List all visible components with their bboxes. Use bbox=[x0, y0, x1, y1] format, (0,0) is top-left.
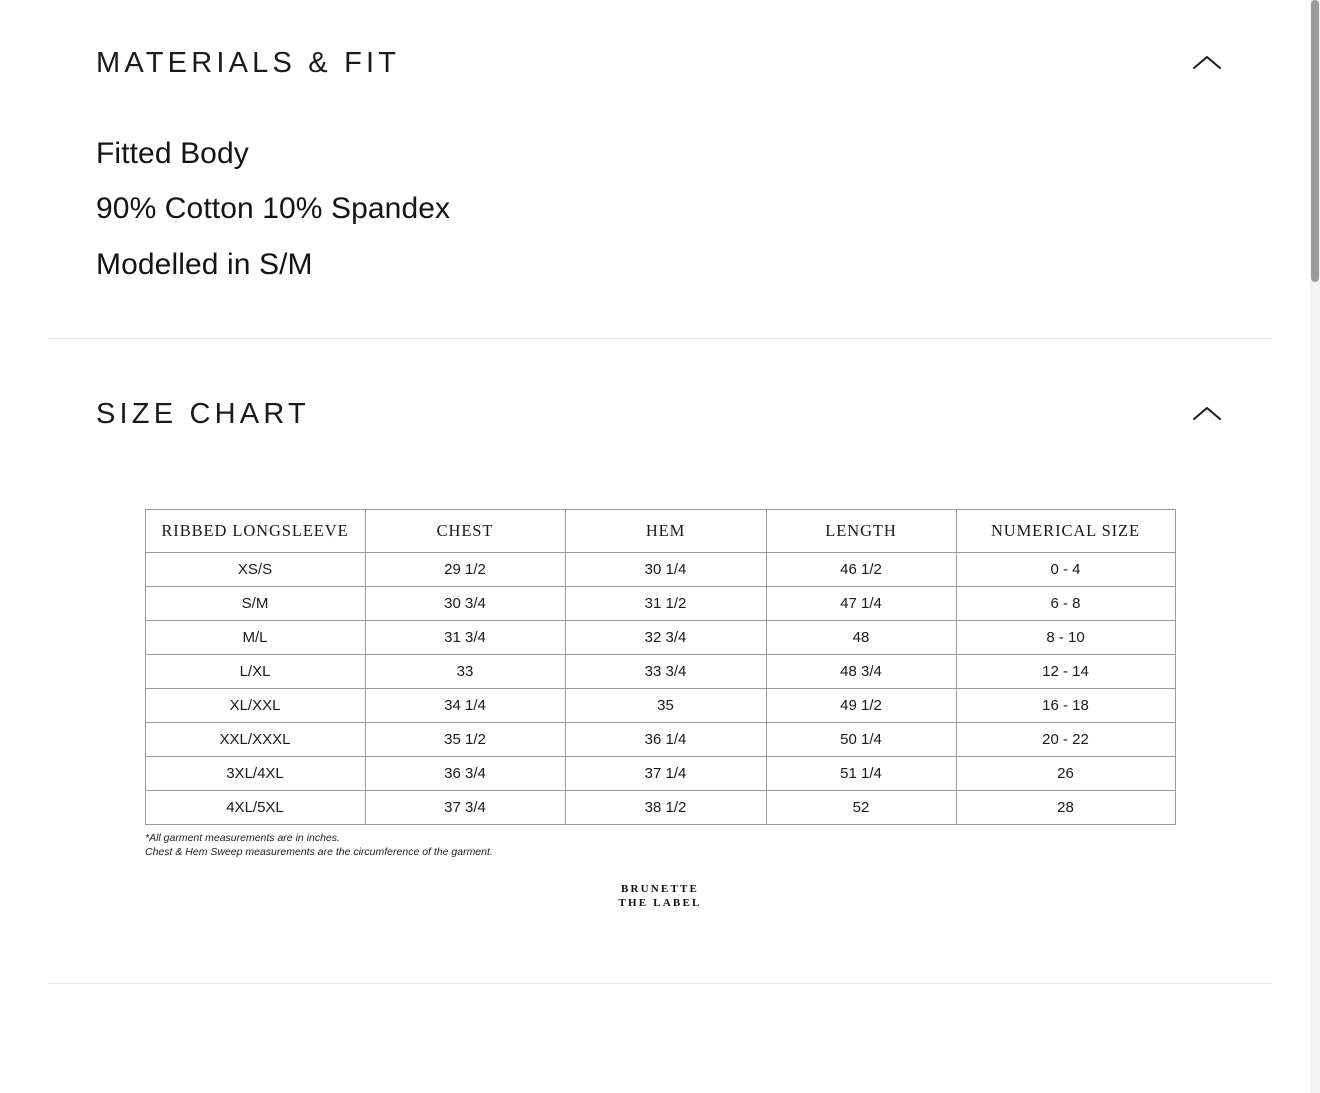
page-scrollbar-thumb[interactable] bbox=[1311, 0, 1319, 282]
brand-logo-line-1: BRUNETTE bbox=[620, 882, 700, 895]
table-cell: S/M bbox=[145, 587, 365, 621]
table-cell: 37 3/4 bbox=[365, 791, 565, 825]
table-cell: 33 3/4 bbox=[565, 655, 766, 689]
table-cell: 38 1/2 bbox=[565, 791, 766, 825]
table-cell: 52 bbox=[766, 791, 956, 825]
materials-and-fit-section bbox=[0, 0, 1320, 282]
size-chart-note-2: Chest & Hem Sweep measurements are the circumference of the garment. bbox=[145, 846, 493, 859]
table-cell: 36 1/4 bbox=[565, 723, 766, 757]
table-cell: 26 bbox=[956, 757, 1175, 791]
size-chart-section bbox=[0, 339, 1320, 911]
table-cell: 12 - 14 bbox=[956, 655, 1175, 689]
table-header-cell: NUMERICAL SIZE bbox=[956, 510, 1175, 553]
table-cell: 33 bbox=[365, 655, 565, 689]
brand-logo bbox=[145, 882, 1175, 912]
table-cell: 6 - 8 bbox=[956, 587, 1175, 621]
size-chart-header[interactable] bbox=[0, 397, 1320, 431]
size-chart-body bbox=[0, 509, 1320, 911]
brand-logo-line-2: THE LABEL bbox=[618, 897, 702, 910]
table-row bbox=[145, 553, 1175, 587]
table-row bbox=[145, 655, 1175, 689]
size-chart-notes bbox=[145, 831, 1175, 859]
table-cell: XL/XXL bbox=[145, 689, 365, 723]
table-header-cell: LENGTH bbox=[766, 510, 956, 553]
table-cell: 48 3/4 bbox=[766, 655, 956, 689]
table-cell: L/XL bbox=[145, 655, 365, 689]
table-cell: M/L bbox=[145, 621, 365, 655]
table-cell: 49 1/2 bbox=[766, 689, 956, 723]
materials-line-fit: Fitted Body bbox=[96, 137, 249, 170]
table-cell: XS/S bbox=[145, 553, 365, 587]
table-cell: 48 bbox=[766, 621, 956, 655]
table-row bbox=[145, 757, 1175, 791]
table-cell: 30 3/4 bbox=[365, 587, 565, 621]
materials-line-model: Modelled in S/M bbox=[96, 247, 313, 281]
table-cell: 4XL/5XL bbox=[145, 791, 365, 825]
table-cell: 32 3/4 bbox=[565, 621, 766, 655]
table-cell: 28 bbox=[956, 791, 1175, 825]
table-cell: 37 1/4 bbox=[565, 757, 766, 791]
size-chart-title: SIZE CHART bbox=[96, 397, 310, 430]
chevron-up-icon[interactable] bbox=[1190, 46, 1224, 80]
table-cell: 36 3/4 bbox=[365, 757, 565, 791]
table-header-row bbox=[145, 510, 1175, 553]
table-header-cell: HEM bbox=[565, 510, 766, 553]
materials-and-fit-body bbox=[0, 136, 1320, 282]
table-header-cell: RIBBED LONGSLEEVE bbox=[145, 510, 365, 553]
table-cell: 31 3/4 bbox=[365, 621, 565, 655]
table-cell: 20 - 22 bbox=[956, 723, 1175, 757]
table-cell: 35 1/2 bbox=[365, 723, 565, 757]
table-cell: 46 1/2 bbox=[766, 553, 956, 587]
table-cell: 3XL/4XL bbox=[145, 757, 365, 791]
size-chart-note-1: *All garment measurements are in inches. bbox=[145, 832, 340, 845]
table-cell: 0 - 4 bbox=[956, 553, 1175, 587]
table-header-cell: CHEST bbox=[365, 510, 565, 553]
materials-and-fit-header[interactable] bbox=[0, 46, 1320, 80]
materials-line-composition: 90% Cotton 10% Spandex bbox=[96, 192, 451, 226]
table-cell: 51 1/4 bbox=[766, 757, 956, 791]
materials-and-fit-title: MATERIALS & FIT bbox=[96, 46, 401, 79]
table-cell: 16 - 18 bbox=[956, 689, 1175, 723]
table-cell: 47 1/4 bbox=[766, 587, 956, 621]
table-cell: 8 - 10 bbox=[956, 621, 1175, 655]
table-cell: 34 1/4 bbox=[365, 689, 565, 723]
table-row bbox=[145, 689, 1175, 723]
table-cell: 30 1/4 bbox=[565, 553, 766, 587]
size-chart-table bbox=[145, 509, 1176, 825]
table-row bbox=[145, 587, 1175, 621]
page-scrollbar-track[interactable] bbox=[1310, 0, 1320, 1093]
chevron-up-icon[interactable] bbox=[1190, 397, 1224, 431]
table-cell: 50 1/4 bbox=[766, 723, 956, 757]
table-cell: 35 bbox=[565, 689, 766, 723]
table-cell: XXL/XXXL bbox=[145, 723, 365, 757]
section-divider-bottom bbox=[48, 983, 1272, 984]
table-cell: 31 1/2 bbox=[565, 587, 766, 621]
table-row bbox=[145, 723, 1175, 757]
table-row bbox=[145, 621, 1175, 655]
table-cell: 29 1/2 bbox=[365, 553, 565, 587]
table-row bbox=[145, 791, 1175, 825]
